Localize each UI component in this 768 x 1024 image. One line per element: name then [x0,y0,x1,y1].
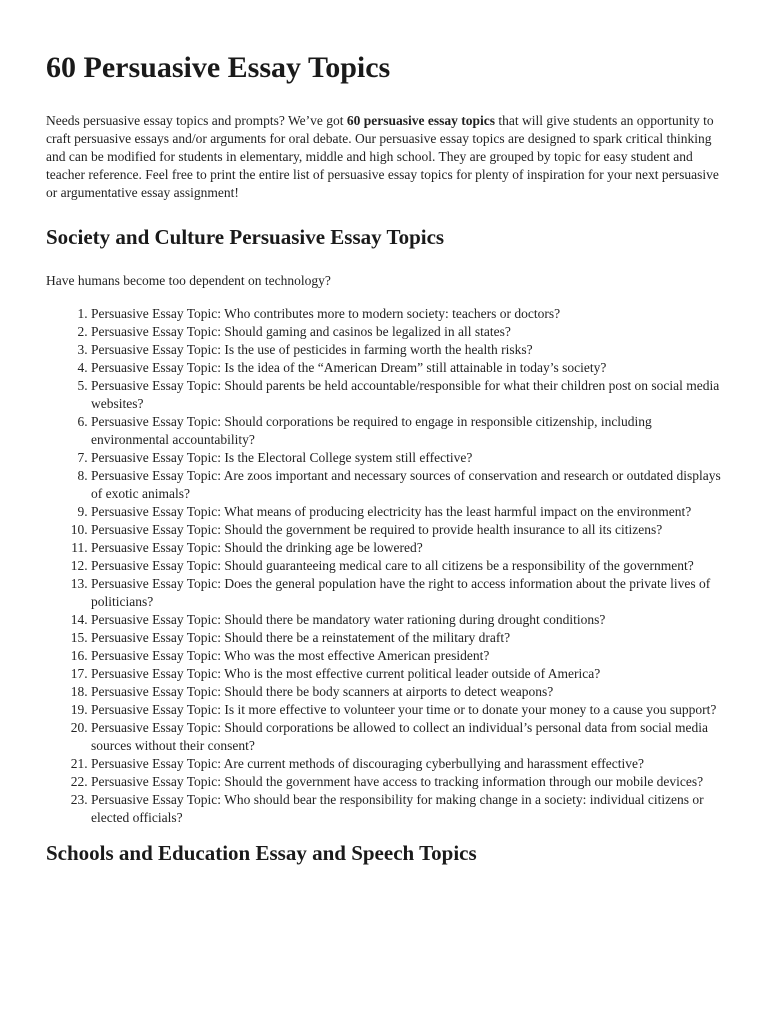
topic-item: 3. Persuasive Essay Topic: Is the use of pesticides in farming worth the health risks? [91,341,722,359]
topic-item: 15. Persuasive Essay Topic: Should there be a reinstatement of the military draft? [91,629,722,647]
topic-item: 16. Persuasive Essay Topic: Who was the most effective American president? [91,647,722,665]
topic-item: 17. Persuasive Essay Topic: Who is the most effective current political leader outside of America? [91,665,722,683]
intro-text-start: Needs persuasive essay topics and prompts? We’ve got [46,113,347,128]
section-heading-schools-education: Schools and Education Essay and Speech Topics [46,841,477,865]
topic-item: 8. Persuasive Essay Topic: Are zoos important and necessary sources of conservation and research or outdated displays of exotic animals? [91,467,722,503]
page-title: 60 Persuasive Essay Topics [46,51,391,84]
topic-item: 6. Persuasive Essay Topic: Should corporations be required to engage in responsible citizenship, including environmental accountability? [91,413,722,449]
topic-item: 12. Persuasive Essay Topic: Should guaranteeing medical care to all citizens be a responsibility of the government? [91,557,722,575]
topic-item: 11. Persuasive Essay Topic: Should the drinking age be lowered? [91,539,722,557]
topic-item: 4. Persuasive Essay Topic: Is the idea of the “American Dream” still attainable in today’s society? [91,359,722,377]
topic-item: 18. Persuasive Essay Topic: Should there be body scanners at airports to detect weapons? [91,683,722,701]
intro-paragraph [46,112,722,202]
section-heading-society-culture: Society and Culture Persuasive Essay Topics [46,225,445,249]
topic-item: 9. Persuasive Essay Topic: What means of producing electricity has the least harmful impact on the environment? [91,503,722,521]
topic-item: 20. Persuasive Essay Topic: Should corporations be allowed to collect an individual’s personal data from social media sources without their consent? [91,719,722,755]
topic-item: 21. Persuasive Essay Topic: Are current methods of discouraging cyberbullying and harassment effective? [91,755,722,773]
topic-item: 19. Persuasive Essay Topic: Is it more effective to volunteer your time or to donate your money to a cause you support? [91,701,722,719]
intro-bold-phrase: 60 persuasive essay topics [346,113,495,128]
intro-text-end: that will give students an opportunity to craft persuasive essays and/or arguments for oral debate. Our persuasive essay topics are designed to spark critical thinking and can be modified for students in elementary, middle and high school. They are grouped by topic for easy student and teacher reference. Feel free to print the entire list of persuasive essay topics for plenty of inspiration for your next persuasive or argumentative essay assignment! [46,113,719,200]
topic-item: 1. Persuasive Essay Topic: Who contributes more to modern society: teachers or doctors? [91,305,722,323]
topic-item: 2. Persuasive Essay Topic: Should gaming and casinos be legalized in all states? [91,323,722,341]
topic-item: 7. Persuasive Essay Topic: Is the Electoral College system still effective? [91,449,722,467]
topic-item: 14. Persuasive Essay Topic: Should there be mandatory water rationing during drought conditions? [91,611,722,629]
topic-list [46,305,722,827]
topic-item: 5. Persuasive Essay Topic: Should parents be held accountable/responsible for what their children post on social media websites? [91,377,722,413]
topic-item: 22. Persuasive Essay Topic: Should the government have access to tracking information through our mobile devices? [91,773,722,791]
section-lead-question: Have humans become too dependent on technology? [46,273,331,288]
topic-item: 10. Persuasive Essay Topic: Should the government be required to provide health insurance to all its citizens? [91,521,722,539]
topic-item: 13. Persuasive Essay Topic: Does the general population have the right to access information about the private lives of politicians? [91,575,722,611]
topic-item: 23. Persuasive Essay Topic: Who should bear the responsibility for making change in a society: individual citizens or elected officials? [91,791,722,827]
